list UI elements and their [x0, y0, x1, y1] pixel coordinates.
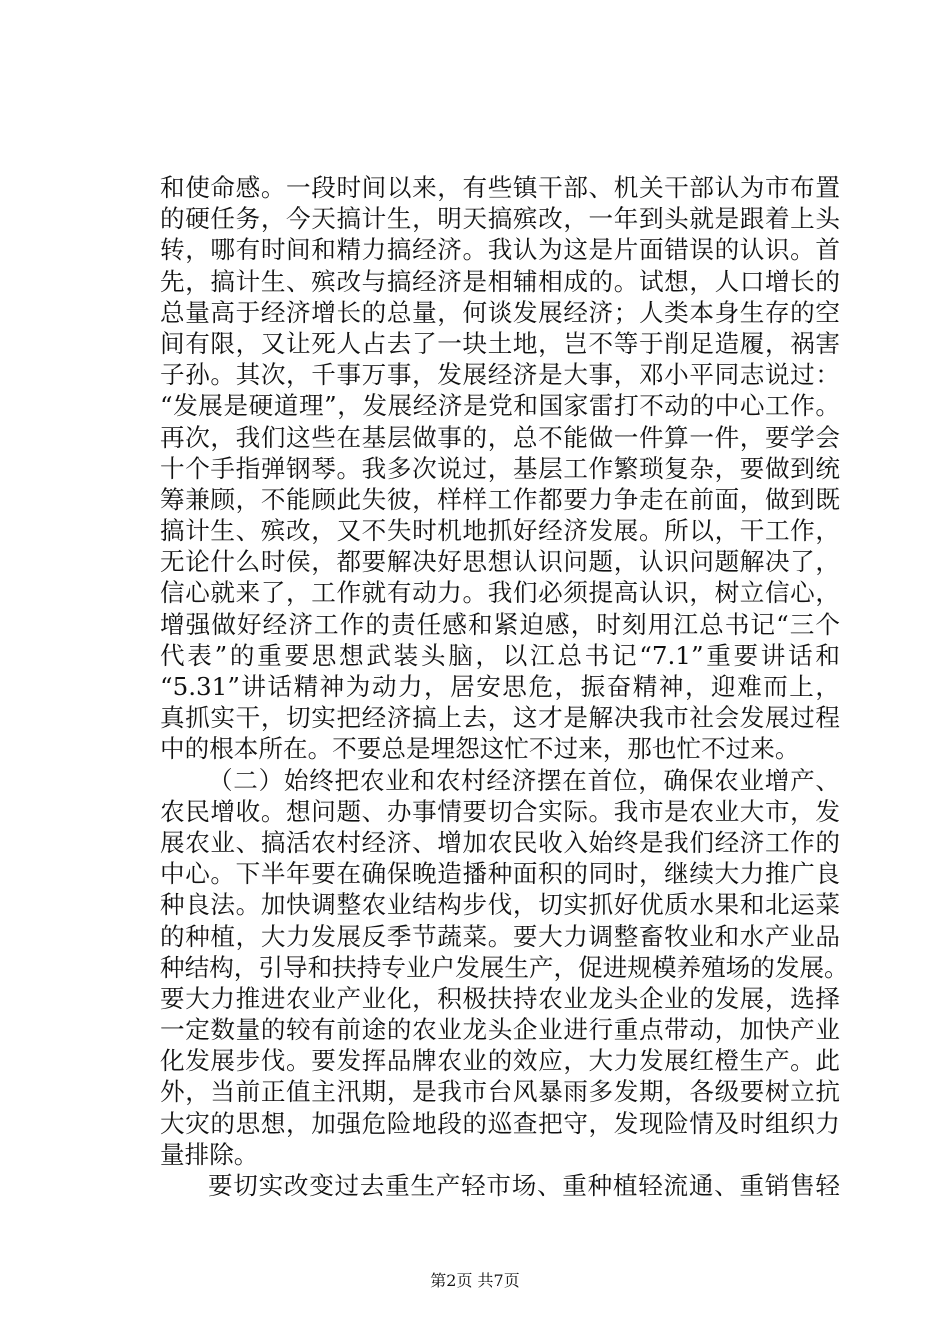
text-line: 要大力推进农业产业化，积极扶持农业龙头企业的发展，选择 [160, 983, 840, 1013]
text-line: 化发展步伐。要发挥品牌农业的效应，大力发展红橙生产。此 [160, 1046, 840, 1076]
text-line: 的种植，大力发展反季节蔬菜。要大力调整畜牧业和水产业品 [160, 921, 840, 951]
text-line: 种良法。加快调整农业结构步伐，切实抓好优质水果和北运菜 [160, 890, 840, 920]
text-line: 量排除。 [160, 1139, 259, 1169]
text-line: 十个手指弹钢琴。我多次说过，基层工作繁琐复杂，要做到统 [160, 453, 840, 483]
text-line: 展农业、搞活农村经济、增加农民收入始终是我们经济工作的 [160, 827, 840, 857]
text-line: 一定数量的较有前途的农业龙头企业进行重点带动，加快产业 [160, 1015, 840, 1045]
text-line: 外，当前正值主汛期，是我市台风暴雨多发期，各级要树立抗 [160, 1077, 840, 1107]
text-line: 先，搞计生、殡改与搞经济是相辅相成的。试想，人口增长的 [160, 266, 840, 296]
text-line: 筹兼顾，不能顾此失彼，样样工作都要力争走在前面，做到既 [160, 484, 840, 514]
text-line: 和使命感。一段时间以来，有些镇干部、机关干部认为市布置 [160, 173, 840, 202]
text-line: 中的根本所在。不要总是埋怨这忙不过来，那也忙不过来。 [160, 734, 800, 764]
text-line: “5.31”讲话精神为动力，居安思危，振奋精神，迎难而上， [160, 672, 840, 701]
body-text [160, 172, 849, 1201]
text-line: 增强做好经济工作的责任感和紧迫感，时刻用江总书记“三个 [160, 609, 840, 639]
text-line: 的硬任务，今天搞计生，明天搞殡改，一年到头就是跟着上头 [160, 204, 840, 234]
text-line: 代表”的重要思想武装头脑，以江总书记“7.1”重要讲话和 [160, 640, 840, 670]
text-line: 农民增收。想问题、办事情要切合实际。我市是农业大市，发 [160, 796, 840, 826]
text-line: 无论什么时侯，都要解决好思想认识问题，认识问题解决了， [160, 547, 840, 577]
text-line: 子孙。其次，千事万事，发展经济是大事，邓小平同志说过： [160, 360, 840, 390]
text-line: “发展是硬道理”，发展经济是党和国家雷打不动的中心工作。 [160, 391, 840, 421]
page-footer: 第2页 共7页 [430, 1271, 520, 1290]
text-line: 信心就来了，工作就有动力。我们必须提高认识，树立信心， [160, 578, 840, 608]
text-line: 搞计生、殡改，又不失时机地抓好经济发展。所以，干工作， [160, 516, 840, 546]
text-line: （二）始终把农业和农村经济摆在首位，确保农业增产、 [208, 765, 840, 795]
text-line: 总量高于经济增长的总量，何谈发展经济；人类本身生存的空 [160, 297, 840, 327]
text-line: 中心。下半年要在确保晚造播种面积的同时，继续大力推广良 [160, 859, 840, 889]
text-line: 要切实改变过去重生产轻市场、重种植轻流通、重销售轻 [208, 1171, 840, 1200]
text-line: 间有限，又让死人占去了一块土地，岂不等于削足造履，祸害 [160, 328, 840, 358]
text-line: 大灾的思想，加强危险地段的巡查把守，发现险情及时组织力 [160, 1108, 840, 1138]
text-line: 种结构，引导和扶持专业户发展生产，促进规模养殖场的发展。 [160, 952, 849, 982]
text-line: 真抓实干，切实把经济搞上去，这才是解决我市社会发展过程 [160, 703, 840, 733]
text-line: 转，哪有时间和精力搞经济。我认为这是片面错误的认识。首 [160, 235, 840, 265]
text-line: 再次，我们这些在基层做事的，总不能做一件算一件，要学会 [160, 422, 840, 452]
